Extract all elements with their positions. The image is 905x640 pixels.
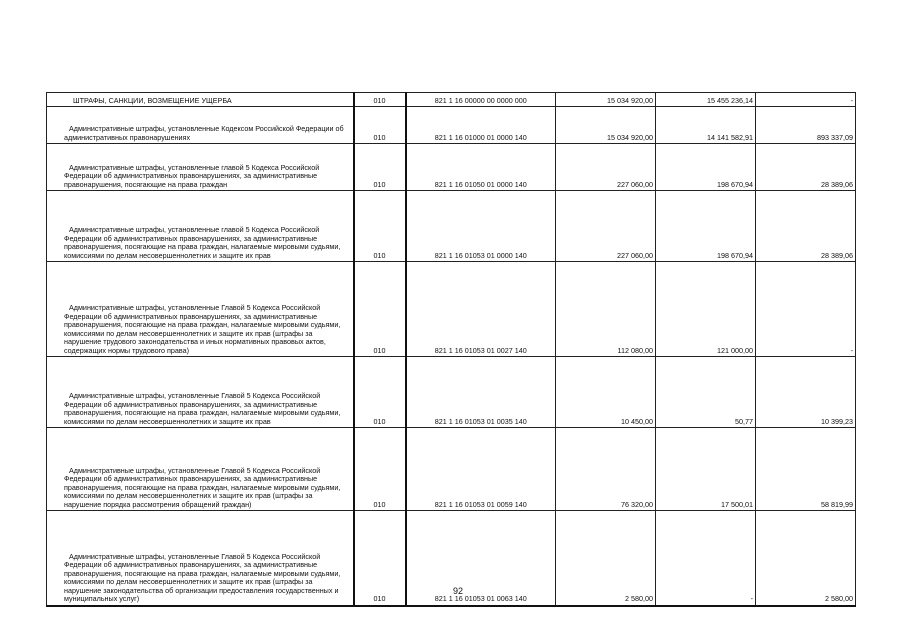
row-line-code: 010 [354, 357, 406, 428]
row-income-code: 821 1 16 01053 01 0059 140 [406, 428, 556, 511]
row-income-code: 821 1 16 01050 01 0000 140 [406, 144, 556, 191]
row-approved-amount: 112 080,00 [556, 262, 656, 357]
row-line-code: 010 [354, 511, 406, 606]
row-line-code: 010 [354, 428, 406, 511]
table-row [47, 144, 856, 191]
row-unexecuted-amount: 893 337,09 [756, 107, 856, 144]
row-approved-amount: 10 450,00 [556, 357, 656, 428]
row-unexecuted-amount: 58 819,99 [756, 428, 856, 511]
row-income-code: 821 1 16 01000 01 0000 140 [406, 107, 556, 144]
row-description: Административные штрафы, установленные Главой 5 Кодекса Российской Федерации об административных правонарушениях, за административные правонарушения, посягающие на права граждан, налагаемые мировыми судьями, комиссиями по делам несовершеннолетних и защите их прав (штрафы за нарушение порядка рассмотрения обращений граждан) [47, 428, 354, 511]
row-unexecuted-amount: 28 389,06 [756, 144, 856, 191]
table-row [47, 428, 856, 511]
row-description: Административные штрафы, установленные главой 5 Кодекса Российской Федерации об административных правонарушениях, за административные правонарушения, посягающие на права граждан [47, 144, 354, 191]
table-row [47, 357, 856, 428]
row-executed-amount: 121 000,00 [656, 262, 756, 357]
row-line-code: 010 [354, 262, 406, 357]
row-executed-amount: 198 670,94 [656, 191, 756, 262]
row-approved-amount: 2 580,00 [556, 511, 656, 606]
row-line-code: 010 [354, 107, 406, 144]
row-approved-amount: 227 060,00 [556, 191, 656, 262]
row-description: Административные штрафы, установленные Кодексом Российской Федерации об административных правонарушениях [47, 107, 354, 144]
table-row [47, 191, 856, 262]
row-income-code: 821 1 16 01053 01 0063 140 [406, 511, 556, 606]
row-unexecuted-amount: 10 399,23 [756, 357, 856, 428]
table-row [47, 93, 856, 107]
row-executed-amount: 14 141 582,91 [656, 107, 756, 144]
table-row [47, 107, 856, 144]
row-income-code: 821 1 16 00000 00 0000 000 [406, 93, 556, 107]
row-approved-amount: 15 034 920,00 [556, 107, 656, 144]
row-unexecuted-amount: 28 389,06 [756, 191, 856, 262]
row-line-code: 010 [354, 144, 406, 191]
row-unexecuted-amount: - [756, 262, 856, 357]
row-description: Административные штрафы, установленные Главой 5 Кодекса Российской Федерации об административных правонарушениях, за административные правонарушения, посягающие на права граждан, налагаемые мировыми судьями, комиссиями по делам несовершеннолетних и защите их прав (штрафы за нарушение законодательства об организации предоставления государственных и муниципальных услуг) [47, 511, 354, 606]
row-income-code: 821 1 16 01053 01 0000 140 [406, 191, 556, 262]
row-line-code: 010 [354, 191, 406, 262]
row-executed-amount: 50,77 [656, 357, 756, 428]
page-number: 92 [453, 586, 464, 596]
row-income-code: 821 1 16 01053 01 0027 140 [406, 262, 556, 357]
row-description: Административные штрафы, установленные Главой 5 Кодекса Российской Федерации об административных правонарушениях, за административные правонарушения, посягающие на права граждан, налагаемые мировыми судьями, комиссиями по делам несовершеннолетних и защите их прав (штрафы за нарушение трудового законодательства и иных нормативных правовых актов, содержащих нормы трудового права) [47, 262, 354, 357]
table-row [47, 262, 856, 357]
table-row [47, 511, 856, 606]
row-description: Административные штрафы, установленные Главой 5 Кодекса Российской Федерации об административных правонарушениях, за административные правонарушения, посягающие на права граждан, налагаемые мировыми судьями, комиссиями по делам несовершеннолетних и защите их прав [47, 357, 354, 428]
row-unexecuted-amount: - [756, 93, 856, 107]
row-approved-amount: 227 060,00 [556, 144, 656, 191]
row-executed-amount: - [656, 511, 756, 606]
row-executed-amount: 15 455 236,14 [656, 93, 756, 107]
revenue-table [46, 92, 856, 607]
row-approved-amount: 15 034 920,00 [556, 93, 656, 107]
row-line-code: 010 [354, 93, 406, 107]
row-description: ШТРАФЫ, САНКЦИИ, ВОЗМЕЩЕНИЕ УЩЕРБА [47, 93, 354, 107]
row-approved-amount: 76 320,00 [556, 428, 656, 511]
row-description: Административные штрафы, установленные главой 5 Кодекса Российской Федерации об административных правонарушениях, за административные правонарушения, посягающие на права граждан, налагаемые мировыми судьями, комиссиями по делам несовершеннолетних и защите их прав [47, 191, 354, 262]
row-executed-amount: 17 500,01 [656, 428, 756, 511]
row-income-code: 821 1 16 01053 01 0035 140 [406, 357, 556, 428]
row-executed-amount: 198 670,94 [656, 144, 756, 191]
row-unexecuted-amount: 2 580,00 [756, 511, 856, 606]
